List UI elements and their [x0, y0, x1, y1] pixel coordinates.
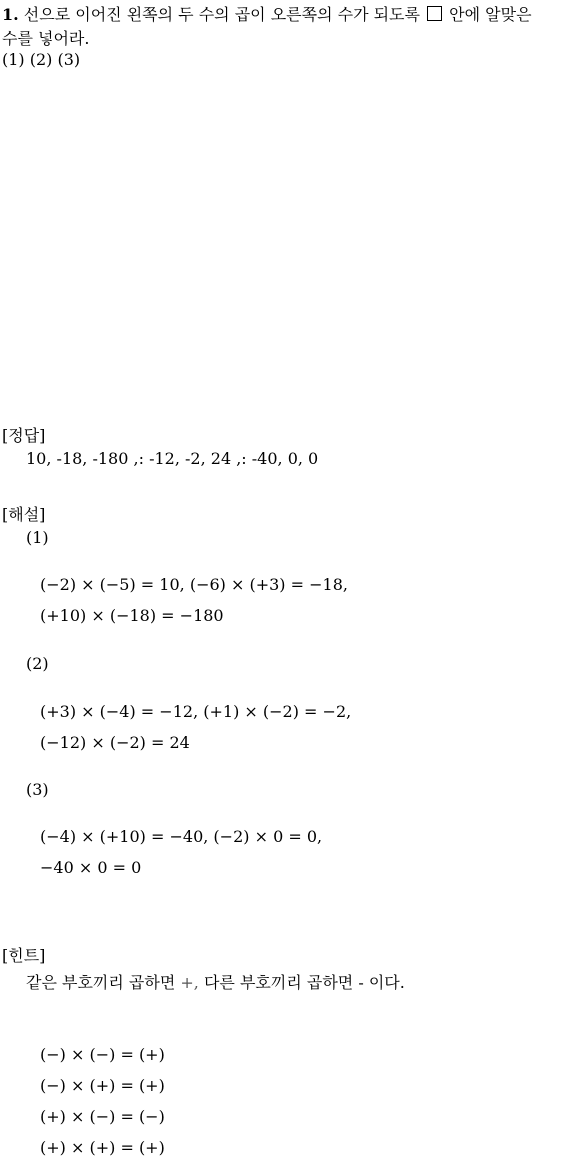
- hint-plus-sign: +,: [180, 973, 199, 992]
- answer-box-icon: [427, 6, 442, 21]
- explanation-part-2-label: (2): [26, 654, 49, 673]
- hint-rule-2: (−) × (+) = (+): [40, 1076, 165, 1095]
- hint-text-part-2: 다른 부호끼리 곱하면 - 이다.: [203, 973, 405, 992]
- hint-heading: [힌트]: [2, 946, 46, 965]
- explanation-part-1-label: (1): [26, 528, 49, 547]
- question-text: 선으로 이어진 왼쪽의 두 수의 곱이 오른쪽의 수가 되도록: [23, 5, 420, 24]
- explanation-part-2-line-1: (+3) × (−4) = −12, (+1) × (−2) = −2,: [40, 702, 352, 721]
- answer-heading: [정답]: [2, 426, 46, 445]
- hint-rule-3: (+) × (−) = (−): [40, 1107, 165, 1126]
- explanation-part-1-line-2: (+10) × (−18) = −180: [40, 606, 224, 625]
- hint-rule-1: (−) × (−) = (+): [40, 1045, 165, 1064]
- explanation-part-1-line-1: (−2) × (−5) = 10, (−6) × (+3) = −18,: [40, 575, 348, 594]
- question-parts-label: (1) (2) (3): [2, 50, 81, 69]
- explanation-heading: [해설]: [2, 505, 46, 524]
- explanation-part-2-line-2: (−12) × (−2) = 24: [40, 733, 190, 752]
- question-line-2: 수를 넣어라.: [2, 29, 90, 48]
- explanation-part-3-line-1: (−4) × (+10) = −40, (−2) × 0 = 0,: [40, 827, 323, 846]
- answer-text: 10, -18, -180 ,: -12, -2, 24 ,: -40, 0, 0: [26, 449, 319, 468]
- hint-text: [26, 970, 405, 993]
- hint-text-part-1: 같은 부호끼리 곱하면: [26, 973, 176, 992]
- hint-rule-4: (+) × (+) = (+): [40, 1138, 165, 1157]
- question-number: 1.: [2, 5, 19, 24]
- question-text-end: 안에 알맞은: [449, 5, 532, 24]
- explanation-part-3-line-2: −40 × 0 = 0: [40, 858, 142, 877]
- explanation-part-3-label: (3): [26, 780, 49, 799]
- question-line-1: [2, 2, 532, 25]
